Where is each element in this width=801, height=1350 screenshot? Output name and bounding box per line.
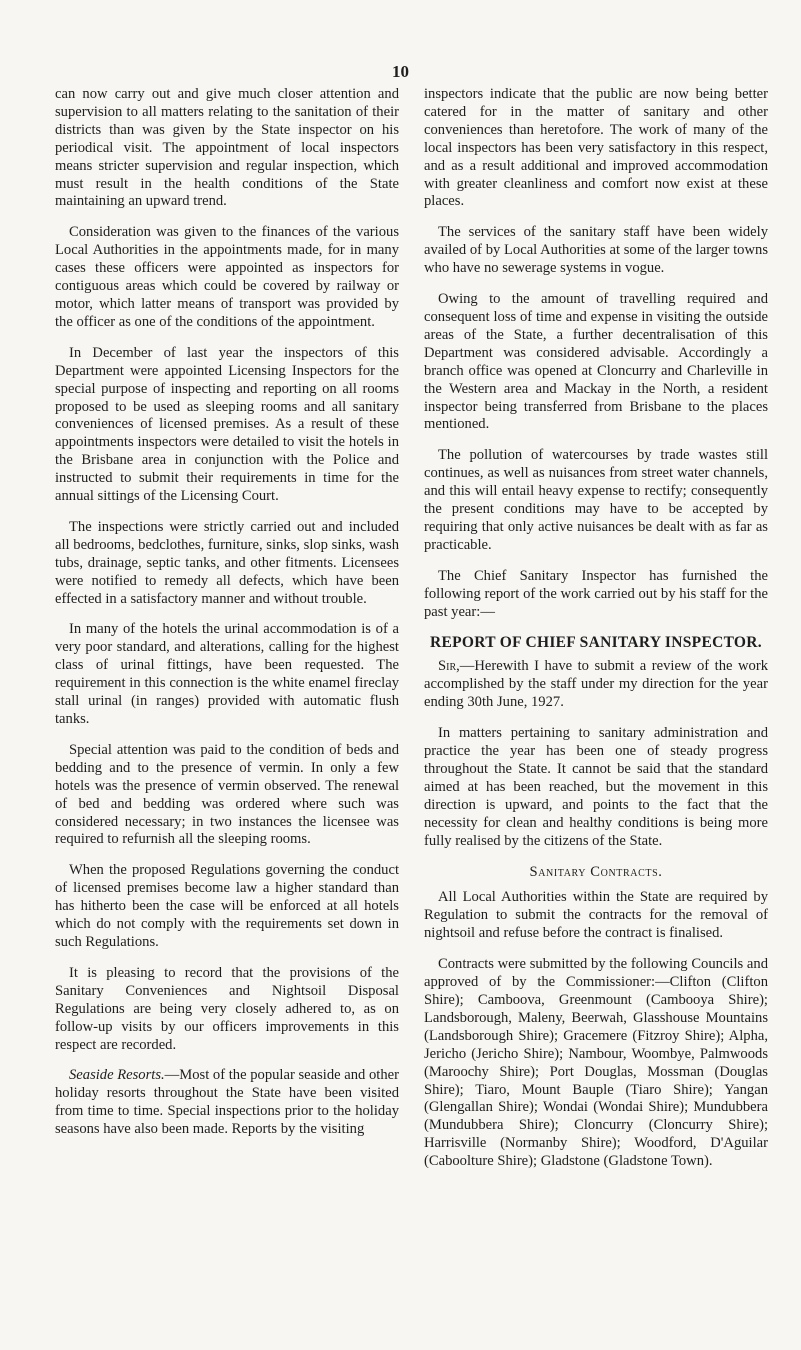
paragraph-beds-vermin: Special attention was paid to the condition of beds and bedding and to the presence of vermin. In only a few hotels was the presence of vermin observed. The renewal of bed and bedding was ordered where such was considered necessary; in two instances the licensee was required to refurnish all the sleeping rooms. bbox=[55, 741, 399, 848]
paragraph-pollution: The pollution of watercourses by trade wastes still continues, as well as nuisances from street water channels, and this will entail heavy expense to rectify; consequently the present conditions may have to be accepted by requiring that only active nuisances be dealt with as far as practicable. bbox=[424, 447, 768, 553]
seaside-resorts-heading: Seaside Resorts. bbox=[69, 1067, 165, 1084]
page-number: 10 bbox=[392, 62, 409, 81]
paragraph-local-inspectors: can now carry out and give much closer attention and supervision to all matters relating to the sanitation of their districts than was given by the State inspector on his periodical visit. The appointment of local inspectors means stricter supervision and regular inspection, which must result in the health conditions of the State maintaining an upward trend. bbox=[55, 86, 399, 210]
paragraph-decentralisation: Owing to the amount of travelling required and consequent loss of time and expense in visiting the outside areas of the State, a further decentralisation of this Department was considered advisable. Accordingly a branch office was opened at Cloncurry and Charleville in the Western area and Mackay in the North, a resident inspector being transferred from Brisbane to the places mentioned. bbox=[424, 291, 768, 433]
right-column bbox=[424, 86, 768, 1184]
paragraph-seaside-resorts bbox=[55, 1067, 399, 1139]
paragraph-contracts-list: Contracts were submitted by the following Councils and approved of by the Commissioner:—Clifton (Clifton Shire); Camboova, Greenmount (Cambooya Shire); Landsborough, Maleny, Beerwah, Glasshouse Mountains (Landsborough Shire); Gracemere (Fitzroy Shire); Alpha, Jericho (Jericho Shire); Nambour, Woombye, Palmwoods (Maroochy Shire); Port Douglas, Mossman (Douglas Shire); Tiaro, Mount Bauple (Tiaro Shire); Yangan (Glengallan Shire); Wondai (Wondai Shire); Mundubbera (Mundubbera Shire); Cloncurry (Cloncurry Shire); Harrisville (Normanby Shire); Woodford, D'Aguilar (Caboolture Shire); Gladstone (Gladstone Town). bbox=[424, 956, 768, 1170]
salutation: Sir, bbox=[438, 658, 460, 675]
paragraph-finances: Consideration was given to the finances of the various Local Authorities in the appointments made, for in many cases these officers were appointed as inspectors for contiguous areas which could be covered by railway or motor, which latter means of transport was provided by the officer as one of the conditions of the appointment. bbox=[55, 224, 399, 330]
paragraph-contracts-required: All Local Authorities within the State are required by Regulation to submit the contracts for the removal of nightsoil and refuse before the contract is finalised. bbox=[424, 889, 768, 942]
salutation-body: —Herewith I have to submit a review of the work accomplished by the staff under my direction for the year ending 30th June, 1927. bbox=[424, 658, 768, 711]
paragraph-sir bbox=[424, 658, 768, 712]
seaside-resorts-body: —Most of the popular seaside and other holiday resorts throughout the State have been visited from time to time. Special inspections prior to the holiday seasons have also been made. Reports by the visiting bbox=[55, 1067, 399, 1138]
paragraph-sanitary-staff: The services of the sanitary staff have been widely availed of by Local Authorities at some of the larger towns who have no sewerage systems in vogue. bbox=[424, 224, 768, 277]
paragraph-public-catered: inspectors indicate that the public are now being better catered for in the matter of sanitary and other conveniences than heretofore. The work of many of the local inspectors has been very satisfactory in this respect, and as a result additional and improved accommodation with greater cleanliness and comfort now exist at these places. bbox=[424, 86, 768, 210]
paragraph-nightsoil-disposal: It is pleasing to record that the provisions of the Sanitary Conveniences and Nightsoil Disposal Regulations are being very closely adhered to, as on follow-up visits by our officers improvements in this respect are recorded. bbox=[55, 964, 399, 1053]
paragraph-regulations: When the proposed Regulations governing the conduct of licensed premises become law a higher standard than has hitherto been the case will be enforced at all hotels which do not comply with the requirements set down in such Regulations. bbox=[55, 862, 399, 950]
left-column bbox=[55, 86, 399, 1152]
sanitary-contracts-heading: Sanitary Contracts. bbox=[529, 863, 663, 880]
paragraph-urinal-accommodation: In many of the hotels the urinal accommodation is of a very poor standard, and alterations, calling for the highest class of urinal fittings, have been requested. The requirement in this connection is the white enamel fireclay stall urinal (in ranges) provided with automatic flush tanks. bbox=[55, 621, 399, 727]
report-heading: REPORT OF CHIEF SANITARY INSPECTOR. bbox=[430, 634, 762, 652]
paragraph-sanitary-progress: In matters pertaining to sanitary administration and practice the year has been one of steady progress throughout the State. It cannot be said that the standard aimed at has been reached, but the movement in this direction is upward, and points to the fact that the necessity for clean and healthy conditions is being more fully realised by the citizens of the State. bbox=[424, 725, 768, 849]
paragraph-chief-report-intro: The Chief Sanitary Inspector has furnished the following report of the work carried out by his staff for the past year:— bbox=[424, 567, 768, 620]
paragraph-inspections: The inspections were strictly carried out and included all bedrooms, bedclothes, furniture, sinks, slop sinks, wash tubs, drainage, septic tanks, and other fitments. Licensees were notified to remedy all defects, which have been effected in a satisfactory manner and without trouble. bbox=[55, 518, 399, 607]
paragraph-licensing-inspectors: In December of last year the inspectors of this Department were appointed Licensing Inspectors for the special purpose of inspecting and reporting on all rooms proposed to be used as sleeping rooms and all sanitary conveniences of licensed premises. As a result of these appointments inspectors were detailed to visit the hotels in the Brisbane area in conjunction with the Police and instructed to submit their requirements in time for the annual sittings of the Licensing Court. bbox=[55, 344, 399, 505]
